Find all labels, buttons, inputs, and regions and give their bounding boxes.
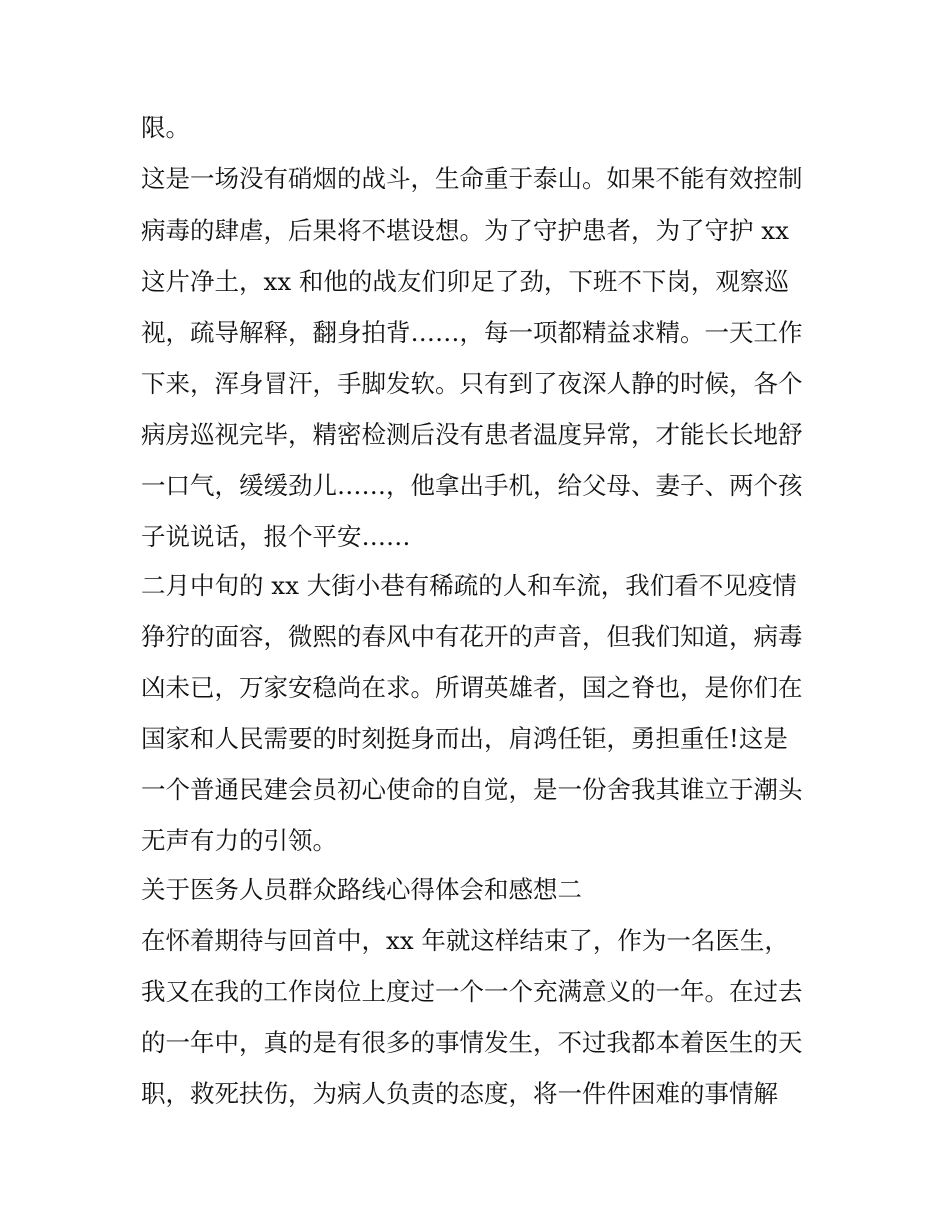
text-line: 病房巡视完毕，精密检测后没有患者温度异常，才能长长地舒 [141,420,803,449]
text-line: 狰狞的面容，微熙的春风中有花开的声音，但我们知道，病毒 [141,622,803,651]
text-line: 一个普通民建会员初心使命的自觉，是一份舍我其谁立于潮头 [141,775,803,804]
text-line: 无声有力的引领。 [141,826,337,855]
text-line: 在怀着期待与回首中，xx 年就这样结束了，作为一名医生， [141,926,789,955]
text-line: 这片净土，xx 和他的战友们卯足了劲，下班不下岗，观察巡 [141,267,789,296]
text-line: 子说说话，报个平安…… [141,522,411,551]
text-line: 视，疏导解释，翻身拍背……，每一项都精益求精。一天工作 [141,318,803,347]
text-line: 病毒的肆虐，后果将不堪设想。为了守护患者，为了守护 xx [141,216,789,245]
text-line: 的一年中，真的是有很多的事情发生，不过我都本着医生的天 [141,1028,803,1057]
text-line: 下来，浑身冒汗，手脚发软。只有到了夜深人静的时候，各个 [141,369,803,398]
text-line: 国家和人民需要的时刻挺身而出，肩鸿任钜，勇担重任!这是 [141,724,788,753]
text-line: 二月中旬的 xx 大街小巷有稀疏的人和车流，我们看不见疫情 [141,571,797,600]
text-line: 我又在我的工作岗位上度过一个一个充满意义的一年。在过去 [141,977,803,1006]
section-heading: 关于医务人员群众路线心得体会和感想二 [141,875,582,904]
text-line: 限。 [141,113,190,142]
text-line: 这是一场没有硝烟的战斗，生命重于泰山。如果不能有效控制 [141,164,803,193]
text-line: 凶未已，万家安稳尚在求。所谓英雄者，国之脊也，是你们在 [141,673,803,702]
text-line: 职，救死扶伤，为病人负责的态度，将一件件困难的事情解 [141,1079,778,1108]
text-line: 一口气，缓缓劲儿……，他拿出手机，给父母、妻子、两个孩 [141,471,803,500]
